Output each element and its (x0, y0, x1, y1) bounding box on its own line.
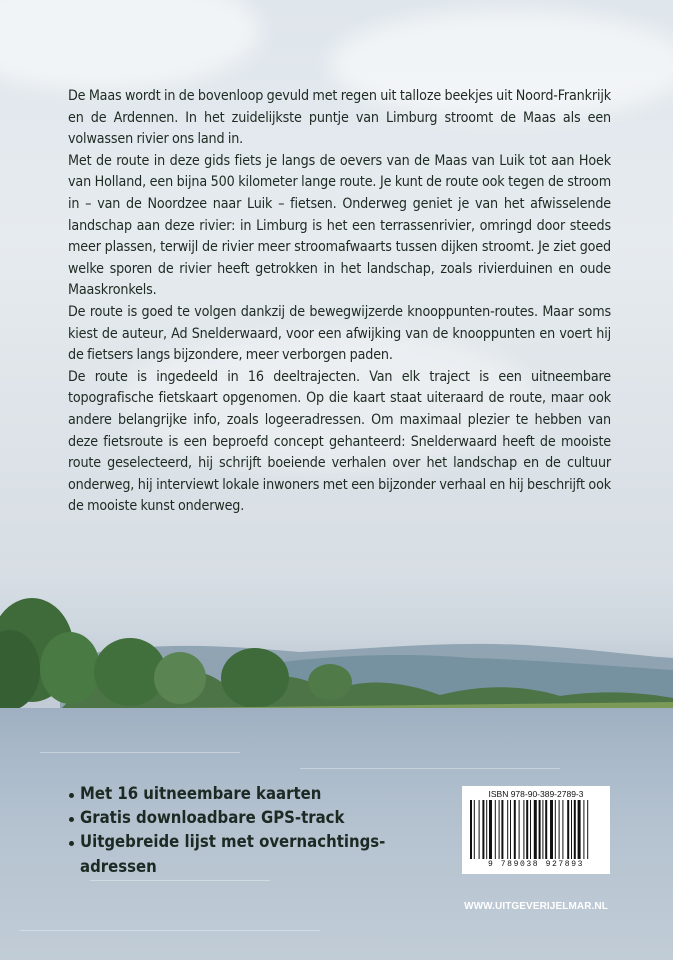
barcode-bar (530, 800, 531, 859)
barcode-bar (542, 800, 543, 859)
barcode-bar (555, 800, 556, 859)
isbn-label: ISBN 978-90-389-2789-3 (488, 789, 584, 799)
barcode-bar (567, 800, 569, 859)
bullet-icon (69, 841, 74, 846)
barcode-bar (495, 800, 496, 859)
barcode-bar (559, 800, 560, 859)
feature-item: Gratis downloadbare GPS-track (68, 806, 428, 830)
barcode-bar (571, 800, 572, 859)
barcode-bar (507, 800, 508, 859)
water-ripple (300, 768, 560, 769)
barcode-bar (514, 800, 516, 859)
barcode-digits: 9 789038 927893 (487, 860, 584, 869)
feature-item: Met 16 uitneembare kaarten (68, 782, 428, 806)
barcode-bar (499, 800, 500, 859)
barcode-bar (539, 800, 541, 859)
barcode-bar (501, 800, 503, 859)
barcode-bar (534, 800, 537, 859)
isbn-barcode (462, 786, 610, 874)
barcode-bar (482, 800, 484, 859)
barcode-bar (526, 800, 528, 859)
blurb-paragraph: Met de route in deze gids fiets je langs de oevers van de Maas van Luik tot aan Hoek van Holland, een bijna 500 kilometer lange route. Je kunt de route ook tegen de stroom in – van de Noordzee naar Luik – fietsen. Onderweg geniet je van het afwisselende landschap aan deze rivier: in Limburg is het een terrassenrivier, omringd door steeds meer plassen, terwijl de rivier meer stroomafwaarts tussen dijken stroomt. Je ziet goed welke sporen de rivier heeft getrokken in het landschap, zoals rivierduinen en oude Maaskronkels. (68, 152, 611, 299)
barcode-bar (583, 800, 584, 859)
barcode-bar (519, 800, 520, 859)
feature-list (68, 782, 428, 879)
barcode-bar (474, 800, 475, 859)
barcode-bar (587, 800, 588, 859)
barcode-bar (545, 800, 547, 859)
barcode-bar (578, 800, 581, 859)
barcode-bars (468, 800, 604, 859)
bullet-icon (69, 817, 74, 822)
water-ripple (40, 752, 240, 753)
water-ripple (20, 930, 320, 931)
barcode-bar (510, 800, 511, 859)
barcode-bar (523, 800, 524, 859)
barcode-bar (550, 800, 553, 859)
barcode-bar (562, 800, 563, 859)
feature-item: Uitgebreide lijst met overnachtings-adressen (68, 830, 428, 878)
back-cover-blurb (68, 86, 611, 518)
blurb-paragraph: De route is ingedeeld in 16 deeltrajecten. Van elk traject is een uitneembare topografische fietskaart opgenomen. Op die kaart staat uiteraard de route, maar ook andere belangrijke info, zoals logeeradressen. Om maximaal plezier te hebben van deze fietsroute is een beproefd concept gehanteerd: Snelderwaard heeft de mooiste route geselecteerd, hij schrijft boeiende verhalen over het landschap en de cultuur onderweg, hij interviewt lokale inwoners met een bijzonder verhaal en hij beschrijft ook de mooiste kunst onderweg. (68, 368, 611, 515)
barcode-bar (574, 800, 576, 859)
water-ripple (90, 880, 270, 881)
barcode-bar (479, 800, 480, 859)
blurb-paragraph: De route is goed te volgen dankzij de bewegwijzerde knooppunten-routes. Maar soms kiest de auteur, Ad Snelderwaard, voor een afwijking van de knooppunten en voert hij de fietsers langs bijzondere, meer verborgen paden. (68, 303, 611, 364)
barcode-bar (489, 800, 492, 859)
cloud (0, 0, 260, 90)
publisher-website: WWW.UITGEVERIJELMAR.NL (464, 901, 608, 912)
barcode-bar (486, 800, 487, 859)
bullet-icon (69, 793, 74, 798)
barcode-bar (470, 800, 472, 859)
blurb-paragraph: De Maas wordt in de bovenloop gevuld met regen uit talloze beekjes uit Noord-Frankrijk en de Ardennen. In het zuidelijkste puntje van Limburg stroomt de Maas als een volwassen rivier ons land in. (68, 88, 611, 148)
